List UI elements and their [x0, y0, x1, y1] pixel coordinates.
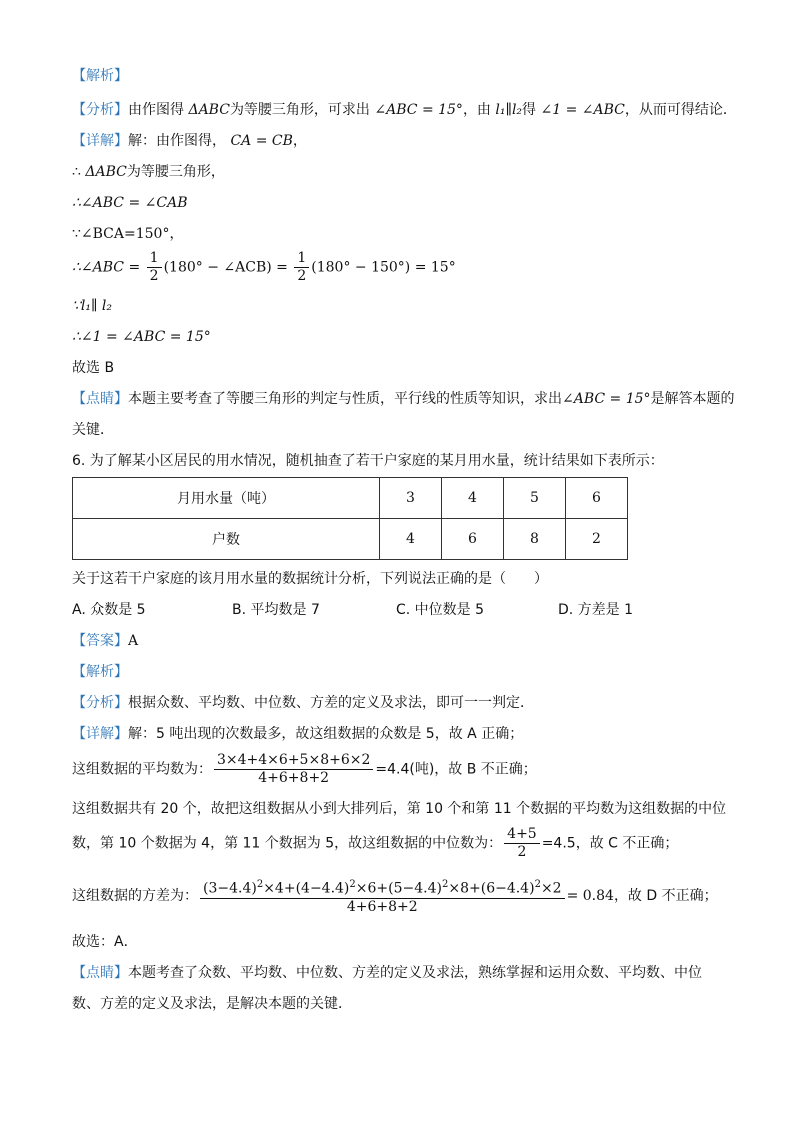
- table-cell: 5: [504, 478, 566, 519]
- table-cell: 6: [566, 478, 628, 519]
- q5-remark: 【点睛】本题主要考查了等腰三角形的判定与性质，平行线的性质等知识，求出∠ABC = 15°是解答本题的: [72, 391, 735, 407]
- q6-variance: 这组数据的方差为： $\frac{(3-4.4)^2\times 4+(4-4.4)^2\times 6+(5-4.4)^2\times 8+(6-4.4)^2\times 2}{4+6+8+2}$ = 0.84，故 D 不正确；: [72, 876, 718, 916]
- q6-mean: 这组数据的平均数为： $\frac{3\times 4+4\times 6+5\times 8+6\times 2}{4+6+8+2}$ =4.4(吨)，故 B 不正确；: [72, 752, 537, 786]
- analysis-tag: 【分析】: [72, 102, 128, 118]
- q6-median-1: 这组数据共有 20 个，故把这组数据从小到大排列后，第 10 个和第 11 个数据的平均数为这组数据的中位: [72, 801, 727, 817]
- q6-question: 关于这若干户家庭的该月用水量的数据统计分析，下列说法正确的是（ ）: [72, 571, 548, 587]
- q5-step-5: ∵l₁∥ l₂: [72, 298, 113, 314]
- table-cell: 8: [504, 519, 566, 560]
- jiexi-tag-q5: 【解析】: [72, 68, 128, 84]
- option-b: B. 平均数是 7: [232, 602, 320, 618]
- q5-choose: 故选 B: [72, 360, 115, 376]
- option-c: C. 中位数是 5: [396, 602, 485, 618]
- median-fraction: $\frac{4+5}{2}$: [504, 826, 540, 861]
- option-d: D. 方差是 1: [558, 602, 634, 618]
- detail-tag: 【详解】: [72, 726, 128, 742]
- table-cell: 4: [380, 519, 442, 560]
- q5-step-6: ∴∠1 = ∠ABC = 15°: [72, 329, 211, 345]
- q6-remark: 【点睛】本题考查了众数、平均数、中位数、方差的定义及求法，熟练掌握和运用众数、平均数、中位: [72, 965, 702, 981]
- q6-detail-1: 【详解】解：5 吨出现的次数最多，故这组数据的众数是 5，故 A 正确；: [72, 726, 524, 742]
- q6-median-2: 数，第 10 个数据为 4，第 11 个数据为 5，故这组数据的中位数为： $\frac{4+5}{2}$ =4.5，故 C 不正确；: [72, 826, 679, 860]
- q5-step-1: ∴ ΔABC为等腰三角形，: [72, 164, 225, 180]
- table-cell: 4: [442, 478, 504, 519]
- mean-fraction: $\frac{3\times 4+4\times 6+5\times 8+6\times 2}{4+6+8+2}$: [214, 752, 373, 787]
- answer-tag: 【答案】: [72, 633, 128, 649]
- q6-analysis: 【分析】根据众数、平均数、中位数、方差的定义及求法，即可一一判定．: [72, 695, 534, 711]
- fraction-half-2: $\frac{1}{2}$: [294, 250, 309, 285]
- q5-remark-cont: 关键．: [72, 422, 114, 438]
- table-cell: 3: [380, 478, 442, 519]
- q6-stem: 6. 为了解某小区居民的用水情况，随机抽查了若干户家庭的某月用水量，统计结果如下表所示：: [72, 453, 664, 469]
- table-header-cell: 户数: [73, 519, 380, 560]
- remark-tag: 【点睛】: [72, 965, 128, 981]
- table-header-cell: 月用水量（吨）: [73, 478, 380, 519]
- variance-numerator: $(3-4.4)^2\times 4+(4-4.4)^2\times 6+(5-4.4)^2\times 8+(6-4.4)^2\times 2$: [200, 876, 565, 899]
- q6-remark-cont: 数、方差的定义及求法，是解决本题的关键．: [72, 996, 352, 1012]
- variance-fraction: $\frac{(3-4.4)^2\times 4+(4-4.4)^2\times 6+(5-4.4)^2\times 8+(6-4.4)^2\times 2}{4+6+8+2}$: [200, 876, 565, 916]
- q5-step-4: ∴∠ABC = $\frac{1}{2}$ (180° − ∠ACB) = $\frac{1}{2}$ (180° − 150°) = 15°: [72, 250, 456, 284]
- q5-detail: 【详解】解：由作图得， CA = CB，: [72, 133, 307, 149]
- table-row: [73, 519, 628, 560]
- q5-analysis: 【分析】由作图得 ΔABC为等腰三角形，可求出 ∠ABC = 15°，由 l₁∥l₂得 ∠1 = ∠ABC，从而可得结论．: [72, 102, 737, 118]
- remark-tag: 【点睛】: [72, 391, 128, 407]
- q5-step-3: ∵∠BCA=150°，: [72, 226, 184, 242]
- water-usage-table: [72, 477, 628, 560]
- option-a: A. 众数是 5: [72, 602, 146, 618]
- q6-choose: 故选：A．: [72, 934, 138, 950]
- jiexi-tag-q6: 【解析】: [72, 664, 128, 680]
- table-cell: 6: [442, 519, 504, 560]
- q6-answer: 【答案】A: [72, 633, 139, 649]
- detail-tag: 【详解】: [72, 133, 128, 149]
- analysis-tag: 【分析】: [72, 695, 128, 711]
- table-row: [73, 478, 628, 519]
- q5-step-2: ∴∠ABC = ∠CAB: [72, 195, 188, 211]
- fraction-half-1: $\frac{1}{2}$: [147, 250, 162, 285]
- table-cell: 2: [566, 519, 628, 560]
